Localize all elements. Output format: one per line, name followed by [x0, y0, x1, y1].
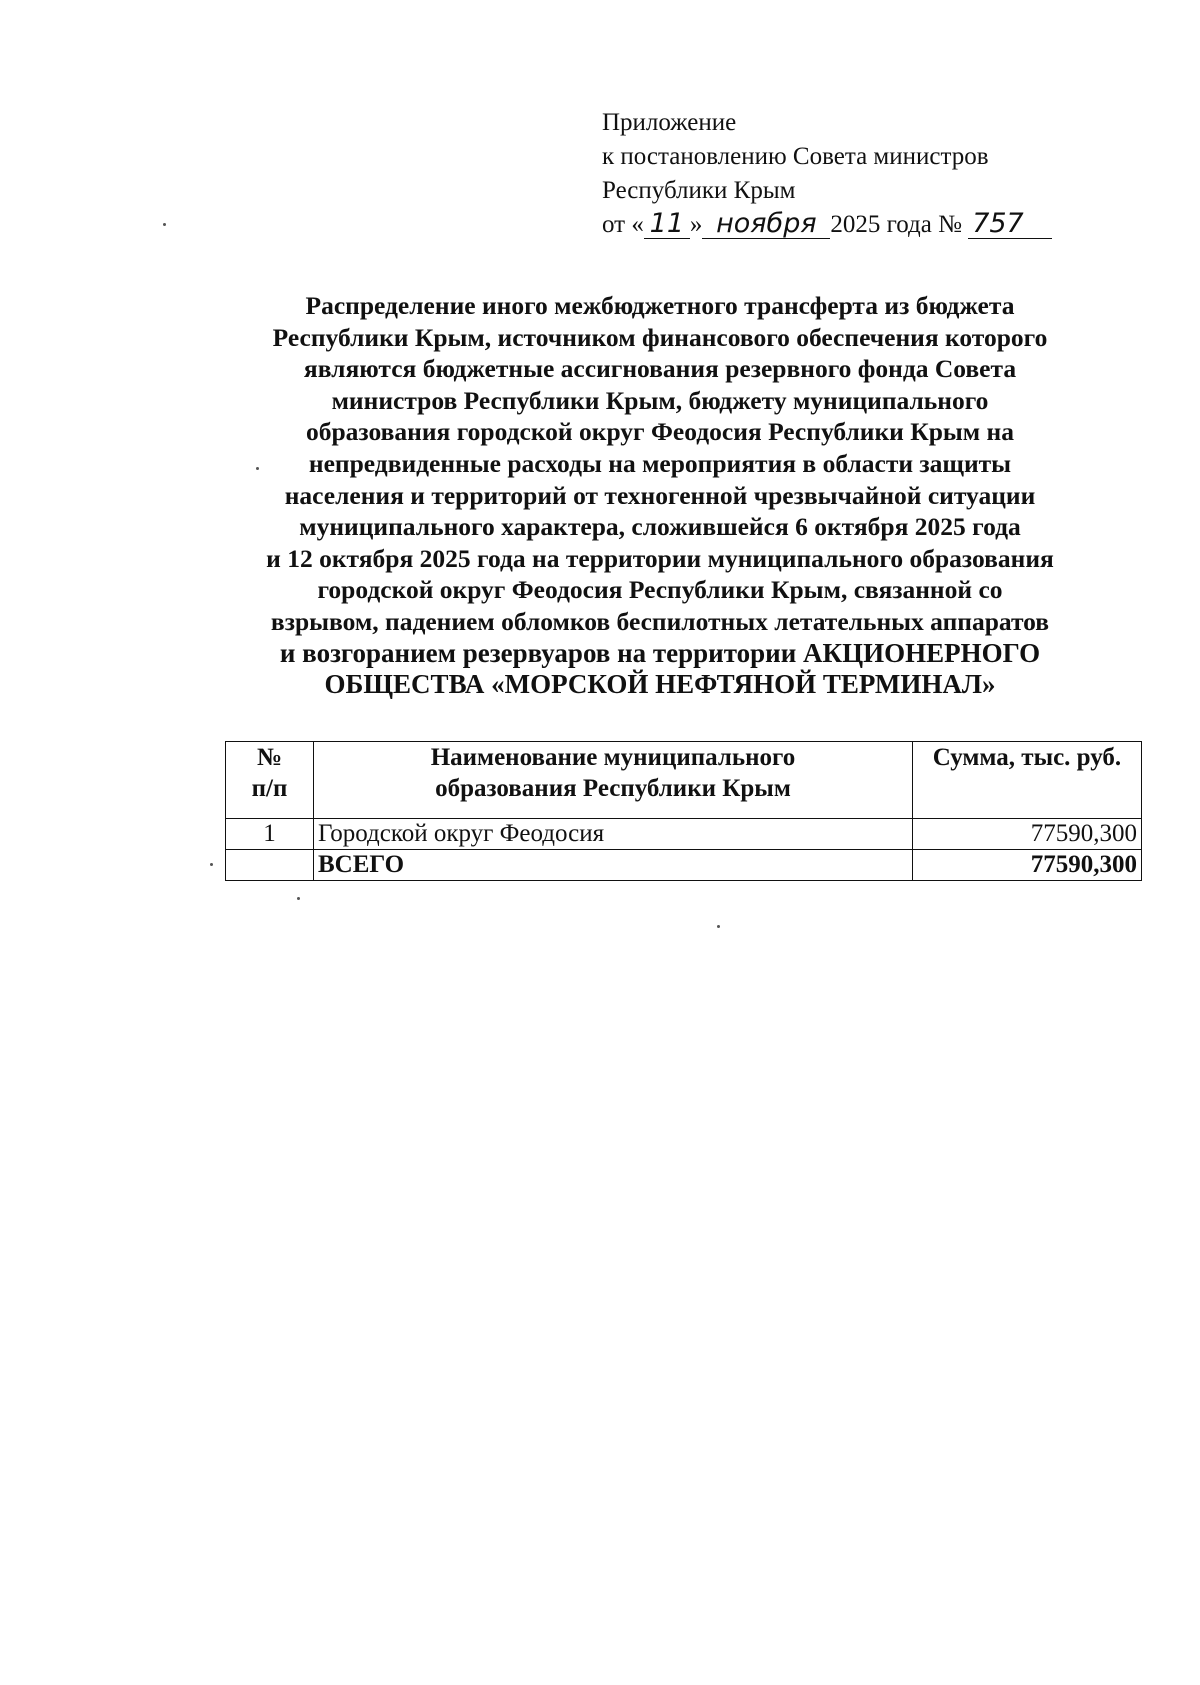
table-row — [226, 819, 1142, 850]
appendix-reference: к постановлению Совета министров — [602, 143, 989, 170]
title-line: непредвиденные расходы на мероприятия в области защиты — [308, 448, 1012, 478]
header-num-line1: № — [256, 744, 283, 771]
title-line: и возгоранием резервуаров на территории АКЦИОНЕРНОГО — [279, 637, 1041, 668]
total-num — [226, 850, 314, 881]
scan-speck — [163, 223, 166, 226]
scan-speck — [297, 897, 300, 900]
header-num — [226, 742, 314, 819]
header-sum: Сумма, тыс. руб. — [913, 742, 1142, 819]
row-num: 1 — [226, 819, 314, 850]
total-label: ВСЕГО — [314, 850, 913, 881]
title-line: и 12 октября 2025 года на территории муниципального образования — [266, 543, 1054, 573]
allocation-table — [225, 741, 1142, 881]
title-line: являются бюджетные ассигнования резервного фонда Совета — [303, 354, 1017, 384]
title-line: министров Республики Крым, бюджету муниципального — [331, 385, 989, 415]
doc-number-handwritten: 757 — [968, 210, 1052, 239]
title-line: ОБЩЕСТВА «МОРСКОЙ НЕФТЯНОЙ ТЕРМИНАЛ» — [324, 669, 996, 700]
row-name: Городской округ Феодосия — [314, 819, 913, 850]
scan-speck — [256, 467, 259, 470]
date-day-handwritten: 11 — [644, 210, 690, 239]
table-header-row — [226, 742, 1142, 819]
document-title — [210, 290, 1110, 701]
appendix-authority: Республики Крым — [602, 177, 796, 204]
row-sum: 77590,300 — [913, 819, 1142, 850]
header-name-line1: Наименование муниципального — [430, 744, 796, 771]
title-line: городской округ Феодосия Республики Крым, связанной со — [317, 575, 1003, 605]
header-name — [314, 742, 913, 819]
date-month-handwritten: ноября — [702, 210, 830, 239]
title-line: населения и территорий от техногенной чрезвычайной ситуации — [284, 480, 1036, 510]
header-name-line2: образования Республики Крым — [435, 775, 791, 802]
appendix-date-line — [602, 208, 1122, 242]
appendix-title: Приложение — [602, 109, 737, 136]
title-line: Республики Крым, источником финансового обеспечения которого — [272, 322, 1048, 352]
date-year: 2025 года № — [830, 211, 962, 238]
date-prefix: от « — [602, 211, 644, 238]
title-line: взрывом, падением обломков беспилотных летательных аппаратов — [270, 606, 1050, 636]
header-num-line2: п/п — [251, 775, 288, 802]
appendix-header — [602, 106, 1122, 242]
title-line: образования городской округ Феодосия Республики Крым на — [306, 417, 1014, 447]
title-line: Распределение иного межбюджетного трансферта из бюджета — [305, 291, 1015, 320]
title-line: муниципального характера, сложившейся 6 октября 2025 года — [299, 512, 1021, 542]
scan-speck — [210, 863, 213, 866]
table-total-row — [226, 850, 1142, 881]
date-mid: » — [689, 211, 703, 238]
scan-speck — [717, 925, 720, 928]
total-sum: 77590,300 — [913, 850, 1142, 881]
